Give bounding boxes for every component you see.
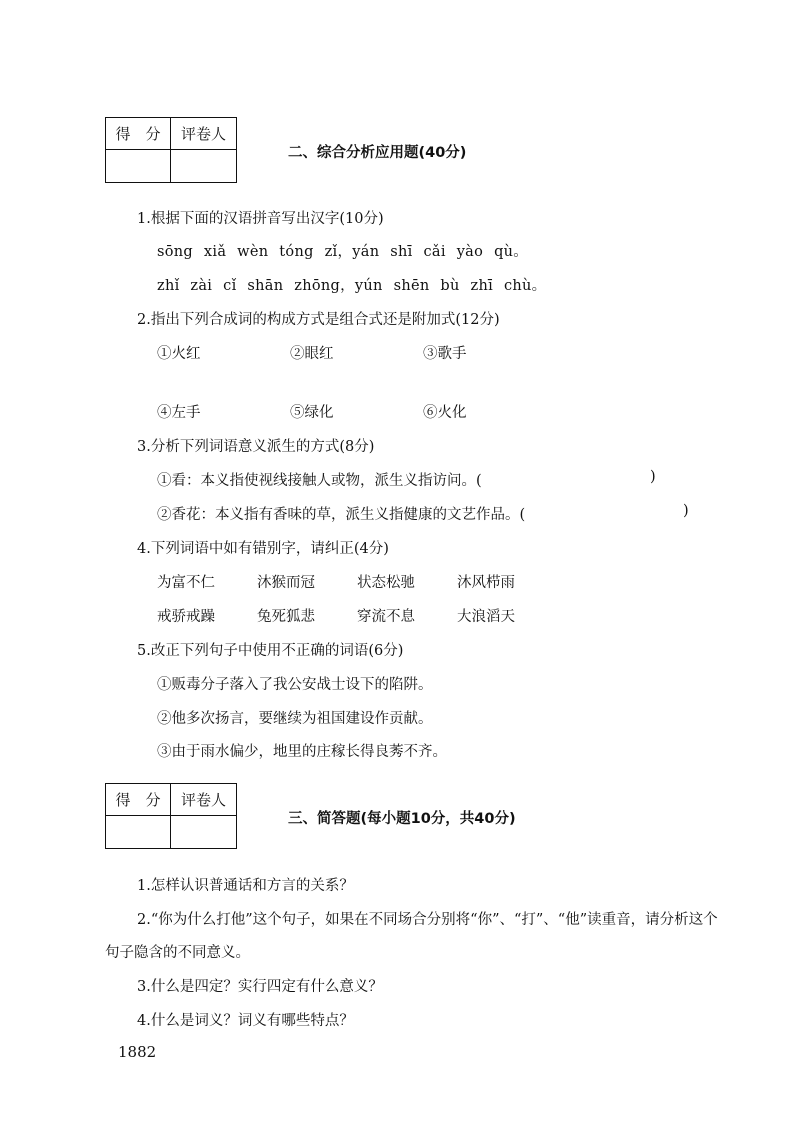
grader-cell[interactable] xyxy=(171,816,237,849)
section3-title: 三、简答题(每小题10分，共40分) xyxy=(288,811,516,827)
q4-item-5: 戒骄戒躁 xyxy=(157,609,215,625)
q3-item-2-close-paren: ) xyxy=(683,503,689,519)
q4-item-1: 为富不仁 xyxy=(157,575,215,591)
grader-cell[interactable] xyxy=(171,150,237,183)
score-table-1 xyxy=(105,117,237,183)
q1-pinyin-line2: zhǐ zài cǐ shān zhōng，yún shēn bù zhī chù。 xyxy=(157,278,547,294)
q3-item-1: ①看：本义指使视线接触人或物，派生义指访问。( xyxy=(157,473,482,489)
q5-item-2: ②他多次扬言，要继续为祖国建设作贡献。 xyxy=(157,711,433,727)
q2-prompt: 2.指出下列合成词的构成方式是组合式还是附加式(12分) xyxy=(137,312,500,328)
grader-label: 评卷人 xyxy=(171,784,237,816)
s3-question-2-cont: 句子隐含的不同意义。 xyxy=(105,945,250,961)
q4-item-4: 沐风栉雨 xyxy=(457,575,515,591)
score-label: 得 分 xyxy=(106,118,171,150)
q2-item-1: ①火红 xyxy=(157,346,201,362)
score-table-2 xyxy=(105,783,237,849)
s3-question-2: 2.“你为什么打他”这个句子，如果在不同场合分别将“你”、“打”、“他”读重音，请分析这个 xyxy=(137,912,718,928)
page-number: 1882 xyxy=(118,1043,157,1061)
q4-item-6: 兔死狐悲 xyxy=(257,609,315,625)
q3-item-1-close-paren: ) xyxy=(650,469,656,485)
score-cell[interactable] xyxy=(106,150,171,183)
q1-pinyin-line1: sōng xiǎ wèn tóng zǐ，yán shī cǎi yào qù。 xyxy=(157,244,529,260)
q3-item-2: ②香花：本义指有香味的草，派生义指健康的文艺作品。( xyxy=(157,507,526,523)
q4-item-8: 大浪滔天 xyxy=(457,609,515,625)
q2-item-5: ⑤绿化 xyxy=(290,405,334,421)
s3-question-1: 1.怎样认识普通话和方言的关系？ xyxy=(137,878,354,894)
q3-prompt: 3.分析下列词语意义派生的方式(8分) xyxy=(137,439,375,455)
q2-item-6: ⑥火化 xyxy=(423,405,467,421)
section2-title: 二、综合分析应用题(40分) xyxy=(288,145,467,161)
q4-item-7: 穿流不息 xyxy=(357,609,415,625)
q5-prompt: 5.改正下列句子中使用不正确的词语(6分) xyxy=(137,643,404,659)
grader-label: 评卷人 xyxy=(171,118,237,150)
q5-item-3: ③由于雨水偏少，地里的庄稼长得良莠不齐。 xyxy=(157,744,447,760)
score-label: 得 分 xyxy=(106,784,171,816)
q4-item-3: 状态松驰 xyxy=(357,575,415,591)
q4-prompt: 4.下列词语中如有错别字，请纠正(4分) xyxy=(137,541,389,557)
q4-item-2: 沐猴而冠 xyxy=(257,575,315,591)
s3-question-3: 3.什么是四定？实行四定有什么意义？ xyxy=(137,979,383,995)
q5-item-1: ①贩毒分子落入了我公安战士设下的陷阱。 xyxy=(157,677,433,693)
q2-item-4: ④左手 xyxy=(157,405,201,421)
s3-question-4: 4.什么是词义？词义有哪些特点？ xyxy=(137,1013,354,1029)
score-cell[interactable] xyxy=(106,816,171,849)
q2-item-3: ③歌手 xyxy=(423,346,467,362)
q1-prompt: 1.根据下面的汉语拼音写出汉字(10分) xyxy=(137,211,384,227)
q2-item-2: ②眼红 xyxy=(290,346,334,362)
